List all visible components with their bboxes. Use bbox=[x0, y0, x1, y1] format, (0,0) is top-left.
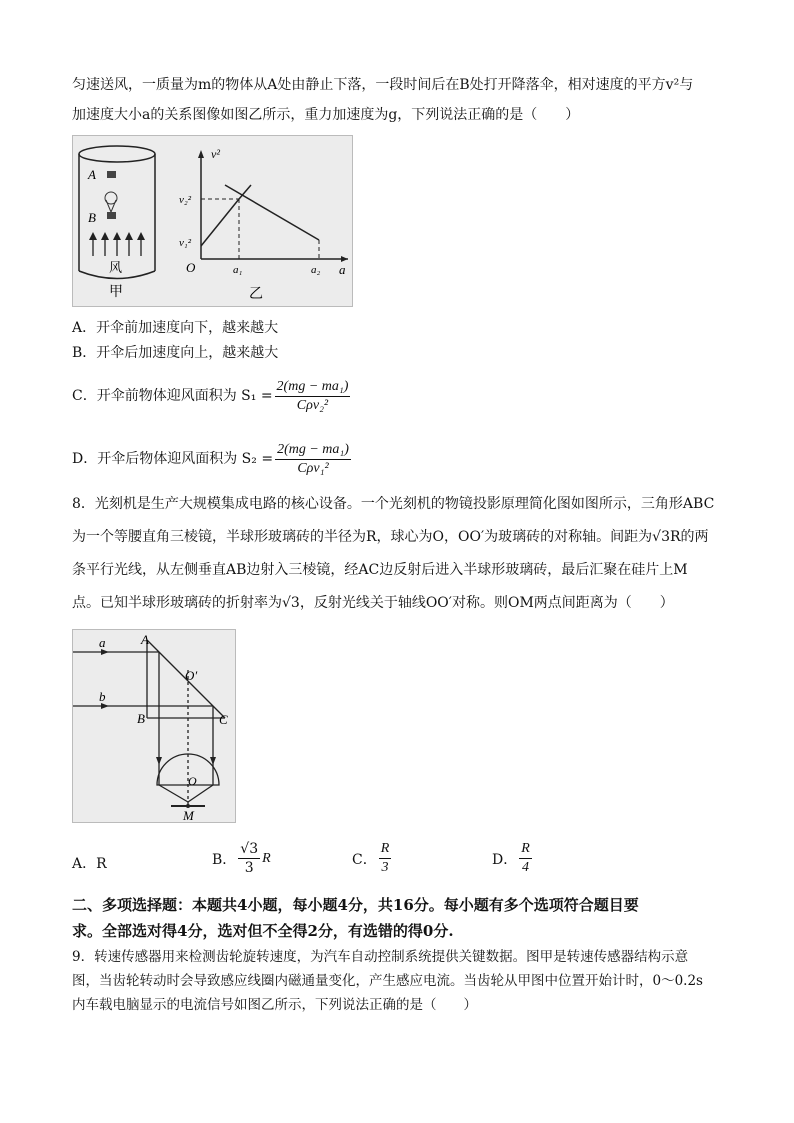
q8-option-D-denominator: 4 bbox=[522, 860, 530, 875]
tick-v2: v₂² bbox=[179, 194, 192, 206]
ray-b-label: b bbox=[99, 689, 106, 704]
q8-option-C-denominator: 3 bbox=[381, 860, 389, 875]
q8-option-D-prefix: D． bbox=[492, 851, 518, 868]
q8-option-B bbox=[212, 840, 271, 877]
q8-option-B-fraction bbox=[238, 840, 260, 877]
q8-label-A: A bbox=[141, 632, 149, 647]
q8-line1: 8．光刻机是生产大规模集成电路的核心设备。一个光刻机的物镜投影原理简化图如图所示，三角形ABC bbox=[72, 496, 715, 512]
origin-label: O bbox=[186, 260, 196, 275]
q8-option-C bbox=[352, 840, 393, 877]
q8-line3: 条平行光线，从左侧垂直AB边射入三棱镜，经AC边反射后进入半球形玻璃砖，最后汇聚在硅片上M bbox=[72, 562, 688, 578]
q8-option-D bbox=[492, 840, 534, 877]
q7-intro-line2: 加速度大小a的关系图像如图乙所示，重力加速度为g，下列说法正确的是（ ） bbox=[72, 107, 580, 123]
axis-y-label: v² bbox=[211, 147, 220, 161]
q7-figure bbox=[72, 135, 353, 307]
q7-option-A: A．开伞前加速度向下，越来越大 bbox=[72, 320, 279, 336]
section2-heading-line2: 求。全部选对得4分，选对但不全得2分，有选错的得0分. bbox=[72, 922, 454, 940]
q8-label-M: M bbox=[183, 808, 194, 822]
q8-option-B-suffix: R bbox=[262, 850, 271, 866]
q7-option-D bbox=[72, 435, 353, 483]
q7-intro-line1: 匀速送风，一质量为m的物体从A处由静止下落，一段时间后在B处打开降落伞，相对速度的平方v²与 bbox=[72, 77, 694, 93]
q8-option-B-numerator: √3 bbox=[240, 841, 259, 857]
q8-label-C: C bbox=[219, 712, 228, 727]
q8-line4: 点。已知半球形玻璃砖的折射率为√3，反射光线关于轴线OO′对称。则OM两点间距离为（ ） bbox=[72, 595, 674, 611]
q9-line2: 图，当齿轮转动时会导致感应线圈内磁通量变化，产生感应电流。当齿轮从甲图中位置开始计时，0～0.2s bbox=[72, 973, 703, 989]
q8-option-B-prefix: B． bbox=[212, 851, 237, 868]
q7-option-C-denominator: Cρv₂² bbox=[296, 397, 329, 413]
wind-label: 风 bbox=[109, 260, 123, 275]
q8-line2: 为一个等腰直角三棱镜，半球形玻璃砖的半径为R，球心为O，OO′为玻璃砖的对称轴。间距为√3R的两 bbox=[72, 529, 709, 545]
q7-option-C-prefix: C．开伞前物体迎风面积为 S₁ = bbox=[72, 388, 273, 404]
tick-a2: a₂ bbox=[311, 264, 321, 276]
q7-option-C-numerator: 2(mg − ma₁) bbox=[275, 378, 351, 397]
q7-option-C bbox=[72, 372, 352, 420]
q9-line3: 内车载电脑显示的电流信号如图乙所示，下列说法正确的是（ ） bbox=[72, 997, 477, 1013]
q7-figure-svg bbox=[73, 136, 352, 306]
q9-line1: 9．转速传感器用来检测齿轮旋转速度，为汽车自动控制系统提供关键数据。图甲是转速传感器结构示意 bbox=[72, 949, 689, 965]
caption-jia: 甲 bbox=[109, 285, 123, 300]
q8-option-C-numerator: R bbox=[379, 840, 392, 859]
q8-option-A: A．R bbox=[72, 856, 107, 872]
v2-a-graph bbox=[198, 150, 348, 262]
q7-option-D-prefix: D．开伞后物体迎风面积为 S₂ = bbox=[72, 451, 274, 467]
q7-option-C-fraction bbox=[275, 378, 351, 415]
q8-figure bbox=[72, 629, 236, 823]
q8-figure-svg bbox=[73, 630, 235, 822]
q7-option-D-fraction bbox=[275, 441, 351, 478]
q7-option-D-numerator: 2(mg − ma₁) bbox=[275, 441, 351, 460]
q7-label-B: B bbox=[88, 210, 96, 225]
q7-option-D-denominator: Cρv₁² bbox=[297, 460, 329, 476]
q8-label-O: O bbox=[188, 774, 197, 788]
tick-v1: v₁² bbox=[179, 237, 192, 249]
q7-label-A: A bbox=[88, 167, 96, 182]
q8-label-O-prime: O′ bbox=[185, 668, 198, 683]
caption-yi: 乙 bbox=[249, 287, 263, 302]
q8-option-C-fraction bbox=[379, 840, 392, 877]
q8-option-B-denominator: 3 bbox=[244, 860, 254, 876]
ray-a-label: a bbox=[99, 635, 106, 650]
q8-option-D-fraction bbox=[519, 840, 532, 877]
axis-x-label: a bbox=[339, 262, 346, 277]
tick-a1: a₁ bbox=[233, 264, 243, 276]
section2-heading-line1: 二、多项选择题：本题共4小题，每小题4分，共16分。每小题有多个选项符合题目要 bbox=[72, 896, 639, 914]
q8-option-D-numerator: R bbox=[519, 840, 532, 859]
prism-diagram bbox=[73, 640, 225, 806]
q7-option-B: B．开伞后加速度向上，越来越大 bbox=[72, 345, 279, 361]
q8-option-C-prefix: C． bbox=[352, 851, 377, 868]
q8-label-B: B bbox=[137, 711, 145, 726]
